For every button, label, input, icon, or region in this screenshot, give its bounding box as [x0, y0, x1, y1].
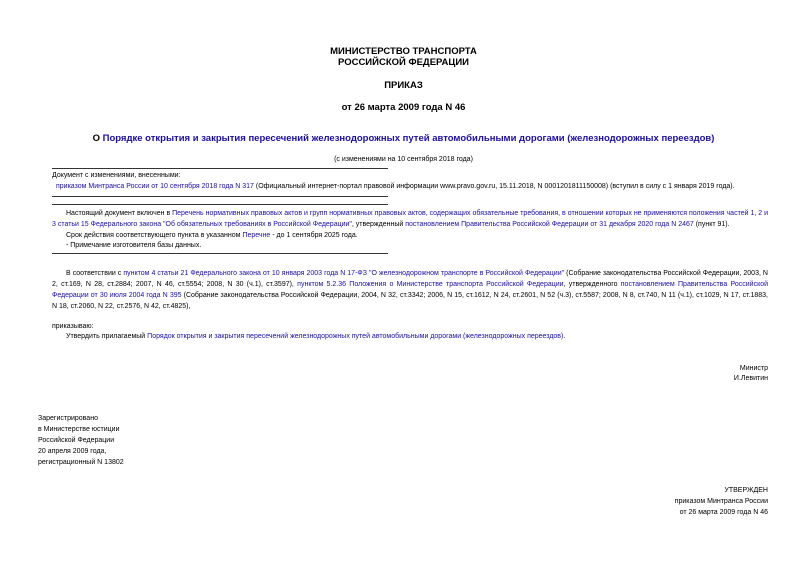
order-post: . [563, 333, 566, 340]
approved-block [548, 485, 768, 518]
approved-line: приказом Минтранса России [674, 498, 768, 505]
notice-decree-link[interactable]: постановлением Правительства Российской Федерации от 31 декабря 2020 года N 2467 [405, 221, 694, 228]
db-note: - Примечание изготовителя базы данных. [66, 242, 202, 249]
law-link[interactable]: пунктом 4 статьи 21 Федерального закона от 10 января 2003 года N 17-ФЗ "О железнодорожном транспорте в Российской Федерации" [123, 270, 565, 277]
signature-name: И.Левитин [733, 375, 768, 382]
divider [52, 168, 388, 169]
title-prefix: О [92, 133, 103, 144]
basis-text: (Собрание законодательства Российской Федерации, 2003, N 2, ст.169, N 28, ст.2884; 2007, N 46, ст.5554; 2008, N 30 (ч.1), ст.3597), [52, 270, 768, 288]
signature-title: Министр [739, 365, 768, 372]
divider [52, 253, 388, 254]
notice-list-link[interactable]: Перечень нормативных правовых актов и групп нормативных правовых актов, содержащих обязательные требования, в отношении которых не применяются положения частей 1, 2 и 3 статьи 15 Федерального закона "Об обязательных требованиях в Российской Федерации" [52, 210, 768, 228]
changes-rest: (Официальный интернет-портал правовой информации www.pravo.gov.ru, 15.11.2018, N 0001201811150008) (вступил в силу с 1 января 2019 года). [253, 183, 735, 190]
validity-text: - до 1 сентября 2025 года. [270, 232, 358, 239]
validity-link[interactable]: Перечне [242, 232, 271, 239]
basis-text: (Собрание законодательства Российской Федерации, 2004, N 32, ст.3342; 2006, N 15, ст.1612, N 24, ст.2601, N 52 (ч.3), ст.5587; 2008, N 8, ст.740, N 11 (ч.1), ст.1029, N 17, ст.1883, N 18, ст.2060, N 22, ст.2576, N 42, ст.4825), [52, 292, 768, 310]
government-decree-link[interactable]: постановлением Правительства Российской Федерации от 30 июля 2004 года N 395 [52, 281, 769, 299]
registration-line: в Министерстве юстиции [38, 426, 120, 433]
basis-paragraph [52, 268, 768, 312]
changes-label: Документ с изменениями, внесенными: [52, 172, 181, 179]
basis-text: В соответствии с [66, 270, 124, 277]
order-pre: Утвердить прилагаемый [66, 333, 148, 340]
registration-block [38, 413, 238, 468]
ministry-line-2: РОССИЙСКОЙ ФЕДЕРАЦИИ [337, 57, 469, 68]
registration-line: Зарегистрировано [38, 415, 98, 422]
divider [52, 196, 388, 197]
order-text [52, 331, 768, 342]
edition-note: (с изменениями на 10 сентября 2018 года) [334, 156, 473, 163]
registration-line: регистрационный N 13802 [38, 459, 124, 466]
notice-paragraph [52, 208, 768, 230]
approved-line: УТВЕРЖДЕН [724, 487, 768, 494]
changes-entry [56, 181, 768, 192]
basis-text: , утвержденного [563, 281, 621, 288]
changes-link[interactable]: приказом Минтранса России от 10 сентября 2018 года N 317 [56, 183, 254, 190]
validity-text: Срок действия соответствующего пункта в указанном [66, 232, 243, 239]
divider [52, 204, 388, 205]
notice-text: (пункт 91). [693, 221, 730, 228]
doc-type: ПРИКАЗ [384, 80, 423, 91]
approved-line: от 26 марта 2009 года N 46 [679, 509, 768, 516]
doc-date-number: от 26 марта 2009 года N 46 [341, 102, 466, 113]
document-title [0, 133, 807, 144]
regulation-link[interactable]: пунктом 5.2.36 Положения о Министерстве транспорта Российской Федерации [297, 281, 564, 288]
procedure-link[interactable]: Порядок открытия и закрытия пересечений железнодорожных путей автомобильными дорогами (железнодорожных переездов) [147, 333, 564, 340]
registration-line: 20 апреля 2009 года, [38, 448, 107, 455]
notice-text: Настоящий документ включен в [66, 210, 173, 217]
title-link[interactable]: Порядке открытия и закрытия пересечений железнодорожных путей автомобильными дорогами (железнодорожных переездов) [102, 133, 715, 144]
order-label: приказываю: [52, 323, 94, 330]
registration-line: Российской Федерации [38, 437, 115, 444]
ministry-line-1: МИНИСТЕРСТВО ТРАНСПОРТА [330, 46, 477, 57]
notice-text: , утвержденный [351, 221, 406, 228]
